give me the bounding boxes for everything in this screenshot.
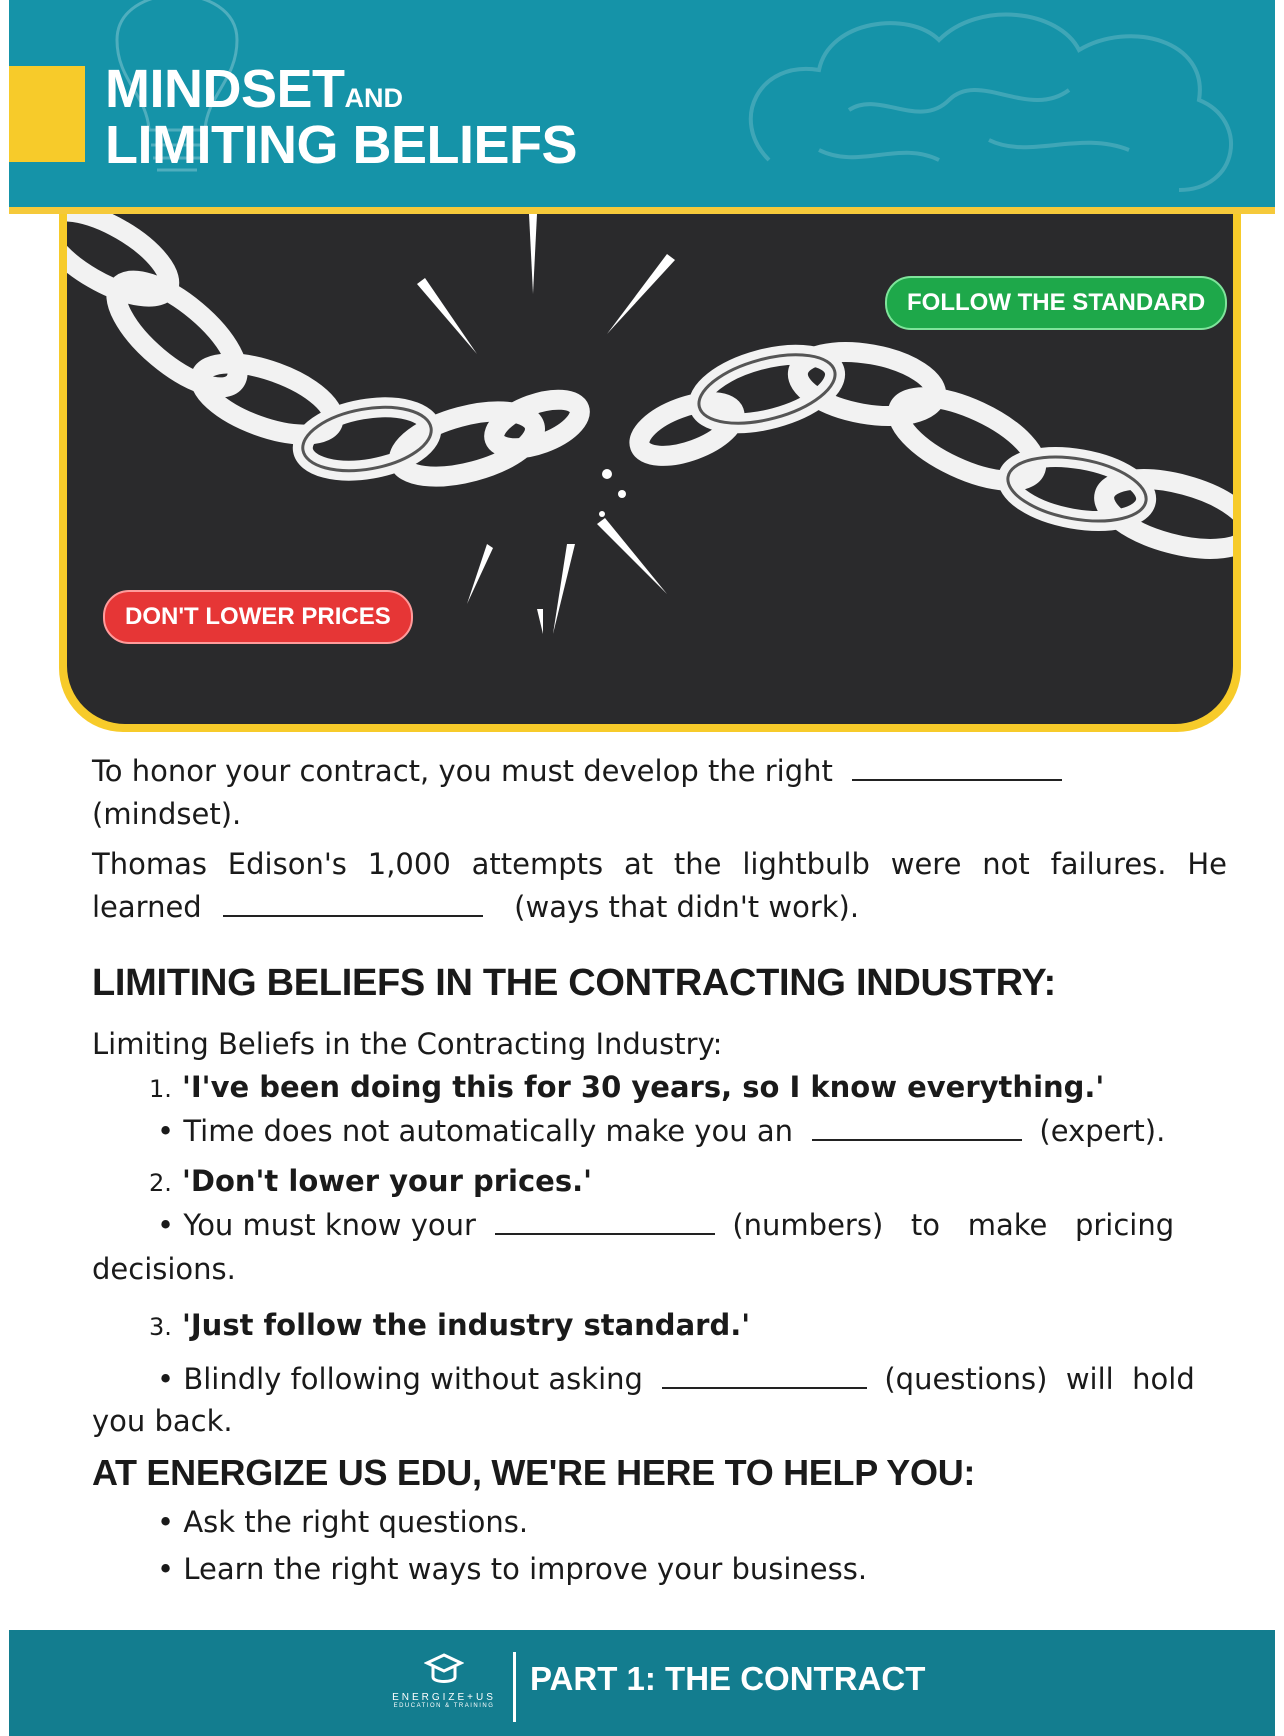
intro-p1-hint: (mindset). <box>92 797 242 831</box>
footer-title: PART 1: THE CONTRACT <box>530 1660 926 1697</box>
bullet-dot-icon: • <box>157 1362 175 1396</box>
page-footer <box>9 1630 1275 1736</box>
intro-p2-hint: (ways that didn't work). <box>514 890 860 924</box>
section-subheading: Limiting Beliefs in the Contracting Industry: <box>92 1027 723 1061</box>
intro-p1-text: To honor your contract, you must develop the right <box>92 754 833 788</box>
intro-paragraph-2 <box>92 885 859 929</box>
bullet-2-continuation: decisions. <box>92 1252 236 1286</box>
help-bullet-2 <box>157 1547 867 1591</box>
fill-blank-numbers[interactable] <box>495 1211 715 1235</box>
footer-divider <box>513 1652 516 1722</box>
page-title <box>105 59 577 175</box>
bullet-dot-icon: • <box>157 1114 175 1148</box>
logo-wordmark: ENERGIZE+US <box>392 1692 496 1703</box>
help-bullet-2-text: Learn the right ways to improve your business. <box>183 1552 868 1586</box>
belief-quote-2: 'Don't lower your prices.' <box>182 1164 592 1198</box>
fill-blank-expert[interactable] <box>812 1117 1022 1141</box>
accent-block <box>9 66 85 162</box>
bullet-2-before: You must know your <box>183 1208 476 1242</box>
bullet-3-after: (questions) will hold <box>884 1362 1195 1396</box>
section-heading-energize: AT ENERGIZE US EDU, WE'RE HERE TO HELP YOU: <box>92 1452 976 1493</box>
bullet-3-before: Blindly following without asking <box>183 1362 643 1396</box>
brain-icon <box>729 0 1269 200</box>
bullet-3-continuation: you back. <box>92 1404 233 1438</box>
list-item-2 <box>149 1159 592 1205</box>
help-bullet-1 <box>157 1500 528 1544</box>
help-bullet-1-text: Ask the right questions. <box>183 1505 529 1539</box>
fill-blank-questions[interactable] <box>662 1365 867 1389</box>
list-item-3 <box>149 1303 750 1349</box>
list-bullet-3 <box>157 1357 1195 1401</box>
graduation-cap-icon <box>424 1652 464 1688</box>
energize-us-logo <box>379 1652 509 1709</box>
page-header <box>9 0 1275 207</box>
illustration-background <box>67 214 1233 724</box>
belief-quote-1: 'I've been doing this for 30 years, so I know everything.' <box>182 1070 1105 1104</box>
broken-chain-illustration <box>59 214 1241 732</box>
bullet-dot-icon: • <box>157 1208 175 1242</box>
section-heading-limiting-beliefs: LIMITING BELIEFS IN THE CONTRACTING INDUSTRY: <box>92 962 1056 1004</box>
intro-paragraph-1 <box>92 749 1062 793</box>
bullet-dot-icon: • <box>157 1552 175 1586</box>
follow-standard-tag: FOLLOW THE STANDARD <box>885 276 1227 330</box>
bullet-2-after: (numbers) to make pricing <box>732 1208 1175 1242</box>
title-line-2: LIMITING BELIEFS <box>105 115 577 175</box>
list-number-1: 1. <box>149 1075 172 1103</box>
title-and: AND <box>344 83 403 113</box>
list-bullet-1 <box>157 1109 1165 1153</box>
bullet-dot-icon: • <box>157 1505 175 1539</box>
bullet-1-after: (expert). <box>1039 1114 1166 1148</box>
header-divider <box>9 207 1275 214</box>
title-line-1: MINDSET <box>105 59 345 119</box>
intro-p2-learned: learned <box>92 890 202 924</box>
list-bullet-2 <box>157 1203 1174 1247</box>
list-number-3: 3. <box>149 1313 172 1341</box>
list-item-1 <box>149 1065 1104 1111</box>
belief-quote-3: 'Just follow the industry standard.' <box>182 1308 751 1342</box>
worksheet-page <box>9 0 1275 1736</box>
bullet-1-before: Time does not automatically make you an <box>183 1114 793 1148</box>
logo-tagline: EDUCATION & TRAINING <box>393 1703 495 1709</box>
intro-p2-text: Thomas Edison's 1,000 attempts at the lightbulb were not failures. He <box>92 847 1227 881</box>
fill-blank-ways[interactable] <box>223 893 483 917</box>
fill-blank-mindset[interactable] <box>852 757 1062 781</box>
list-number-2: 2. <box>149 1169 172 1197</box>
dont-lower-prices-tag: DON'T LOWER PRICES <box>103 590 413 644</box>
